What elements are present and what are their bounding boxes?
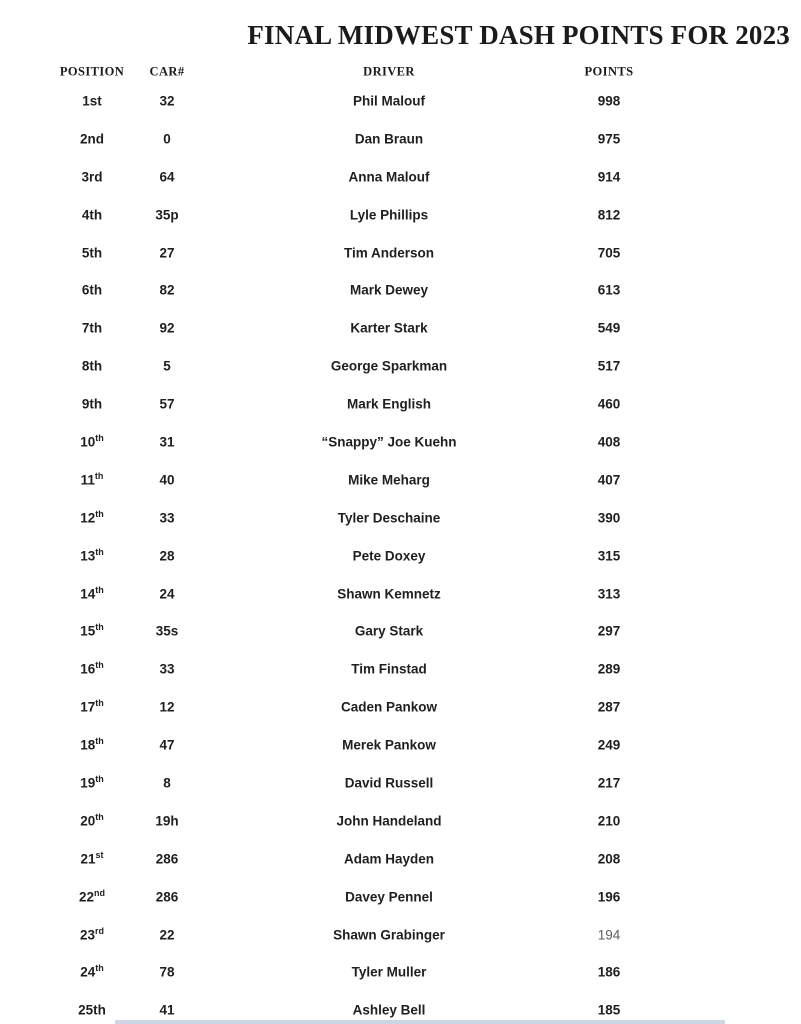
table-row — [0, 575, 801, 613]
driver-name-cell: Dan Braun — [354, 131, 424, 147]
ordinal-suffix: th — [95, 622, 104, 633]
points-cell: 914 — [597, 169, 621, 185]
car-number-cell: 33 — [159, 510, 175, 526]
position-cell: 21st — [80, 849, 104, 867]
ordinal-suffix: st — [95, 849, 104, 860]
position-cell: 23rd — [79, 925, 105, 943]
driver-name-cell: Mark Dewey — [349, 282, 429, 298]
car-number-cell: 5 — [163, 358, 171, 374]
points-cell: 705 — [597, 245, 621, 260]
position-cell: 25th — [78, 1002, 106, 1018]
column-header-driver: DRIVER — [363, 64, 415, 78]
position-cell: 10th — [80, 432, 104, 450]
ordinal-suffix: th — [95, 736, 104, 747]
car-number-cell: 64 — [159, 169, 175, 185]
ordinal-suffix: th — [95, 546, 104, 557]
driver-name-cell: Anna Malouf — [348, 169, 430, 185]
points-cell: 549 — [597, 320, 621, 336]
driver-name-cell: Ashley Bell — [352, 1002, 426, 1018]
driver-name-cell: David Russell — [344, 775, 434, 791]
driver-name-cell: Pete Doxey — [352, 548, 426, 564]
table-row — [0, 802, 801, 840]
table-row — [0, 158, 801, 196]
car-number-cell: 41 — [159, 1002, 175, 1018]
driver-name-cell: Shawn Grabinger — [333, 927, 445, 943]
driver-name-cell: Adam Hayden — [343, 851, 435, 867]
position-cell: 8th — [81, 358, 103, 374]
car-number-cell: 27 — [159, 245, 175, 260]
ordinal-suffix: rd — [95, 925, 105, 936]
points-cell: 613 — [597, 282, 621, 298]
position-cell: 7th — [81, 320, 103, 336]
driver-name-cell: Mark English — [346, 396, 432, 412]
table-row — [0, 196, 801, 234]
car-number-cell: 0 — [163, 131, 171, 147]
points-cell: 460 — [597, 396, 621, 412]
table-row — [0, 688, 801, 726]
points-cell: 289 — [597, 661, 621, 677]
driver-name-cell: Mike Meharg — [348, 472, 430, 488]
driver-name-cell: George Sparkman — [330, 358, 448, 374]
points-cell: 194 — [597, 927, 621, 943]
car-number-cell: 78 — [159, 964, 175, 980]
car-number-cell: 31 — [159, 434, 175, 450]
driver-name-cell: Tim Finstad — [351, 661, 427, 677]
car-number-cell: 286 — [155, 851, 179, 867]
position-cell: 2nd — [79, 131, 104, 147]
points-cell: 297 — [597, 623, 621, 639]
table-row — [0, 650, 801, 688]
points-cell: 975 — [597, 131, 621, 147]
column-header-position: POSITION — [59, 64, 125, 78]
position-cell: 9th — [81, 396, 103, 412]
table-row — [0, 916, 801, 954]
position-cell: 11th — [80, 470, 104, 488]
table-row — [0, 953, 801, 991]
position-cell: 15th — [80, 622, 104, 639]
position-cell: 17th — [80, 698, 104, 715]
car-number-cell: 19h — [155, 813, 179, 829]
ordinal-suffix: th — [94, 470, 104, 481]
position-cell: 14th — [80, 584, 104, 602]
driver-name-cell: John Handeland — [336, 813, 442, 829]
points-cell: 185 — [597, 1002, 621, 1018]
table-row — [0, 82, 801, 120]
points-cell: 217 — [597, 775, 621, 791]
driver-name-cell: Phil Malouf — [353, 93, 425, 109]
ordinal-suffix: th — [95, 508, 104, 519]
standings-table-body — [0, 82, 801, 1024]
ordinal-suffix: th — [95, 432, 104, 443]
table-row — [0, 347, 801, 385]
driver-name-cell: “Snappy” Joe Kuehn — [321, 434, 457, 450]
table-row — [0, 234, 801, 272]
points-cell: 408 — [597, 434, 621, 450]
page-title: FINAL MIDWEST DASH POINTS FOR 2023 — [247, 20, 790, 50]
points-cell: 287 — [597, 699, 621, 715]
car-number-cell: 40 — [159, 472, 175, 488]
driver-name-cell: Caden Pankow — [340, 699, 438, 715]
ordinal-suffix: th — [95, 660, 104, 671]
car-number-cell: 24 — [159, 586, 175, 602]
points-cell: 196 — [597, 889, 621, 905]
points-cell: 313 — [597, 586, 621, 602]
position-cell: 19th — [80, 773, 104, 791]
position-cell: 18th — [80, 736, 104, 753]
driver-name-cell: Merek Pankow — [342, 737, 436, 753]
points-cell: 249 — [597, 737, 621, 753]
column-header-car: CAR# — [149, 64, 185, 78]
table-row — [0, 120, 801, 158]
table-row — [0, 764, 801, 802]
ordinal-suffix: th — [95, 584, 104, 595]
table-row — [0, 537, 801, 575]
table-row — [0, 271, 801, 309]
driver-name-cell: Shawn Kemnetz — [337, 586, 441, 602]
car-number-cell: 22 — [159, 927, 175, 943]
car-number-cell: 35s — [155, 623, 179, 639]
car-number-cell: 286 — [155, 889, 179, 905]
driver-name-cell: Tim Anderson — [343, 245, 434, 260]
column-header-points: POINTS — [584, 64, 634, 78]
driver-name-cell: Davey Pennel — [345, 889, 433, 905]
driver-name-cell: Tyler Muller — [351, 964, 427, 980]
car-number-cell: 28 — [159, 548, 175, 564]
car-number-cell: 47 — [159, 737, 175, 753]
points-cell: 210 — [597, 813, 621, 829]
car-number-cell: 82 — [159, 282, 175, 298]
position-cell: 13th — [80, 546, 104, 564]
position-cell: 3rd — [81, 169, 103, 185]
ordinal-suffix: nd — [94, 887, 106, 898]
position-cell: 4th — [81, 207, 103, 223]
position-cell: 16th — [80, 660, 104, 677]
car-number-cell: 12 — [159, 699, 175, 715]
driver-name-cell: Karter Stark — [350, 320, 428, 336]
position-cell: 6th — [81, 282, 103, 298]
driver-name-cell: Lyle Phillips — [349, 207, 429, 223]
position-cell: 5th — [81, 245, 103, 260]
points-cell: 208 — [597, 851, 621, 867]
car-number-cell: 57 — [159, 396, 175, 412]
table-row — [0, 423, 801, 461]
position-cell: 1st — [82, 93, 102, 109]
driver-name-cell: Gary Stark — [354, 623, 424, 639]
position-cell: 20th — [80, 811, 104, 829]
points-cell: 517 — [597, 358, 621, 374]
car-number-cell: 32 — [159, 93, 175, 109]
position-cell: 22nd — [78, 887, 106, 905]
ordinal-suffix: th — [95, 963, 104, 974]
bottom-cutoff-bar — [115, 1020, 725, 1024]
points-cell: 998 — [597, 93, 621, 109]
points-cell: 812 — [597, 207, 621, 223]
points-cell: 390 — [597, 510, 621, 526]
table-row — [0, 726, 801, 764]
table-row — [0, 878, 801, 916]
ordinal-suffix: th — [95, 773, 104, 784]
table-row — [0, 612, 801, 650]
table-row — [0, 385, 801, 423]
car-number-cell: 8 — [163, 775, 171, 791]
position-cell: 12th — [80, 508, 104, 526]
ordinal-suffix: th — [95, 811, 104, 822]
table-header-row — [0, 63, 801, 80]
car-number-cell: 35p — [155, 207, 179, 223]
points-cell: 407 — [597, 472, 621, 488]
points-cell: 186 — [597, 964, 621, 980]
position-cell: 24th — [80, 963, 104, 980]
car-number-cell: 92 — [159, 320, 175, 336]
car-number-cell: 33 — [159, 661, 175, 677]
ordinal-suffix: th — [95, 698, 104, 709]
table-row — [0, 840, 801, 878]
table-row — [0, 309, 801, 347]
table-row — [0, 499, 801, 537]
table-row — [0, 461, 801, 499]
points-cell: 315 — [597, 548, 621, 564]
driver-name-cell: Tyler Deschaine — [337, 510, 441, 526]
